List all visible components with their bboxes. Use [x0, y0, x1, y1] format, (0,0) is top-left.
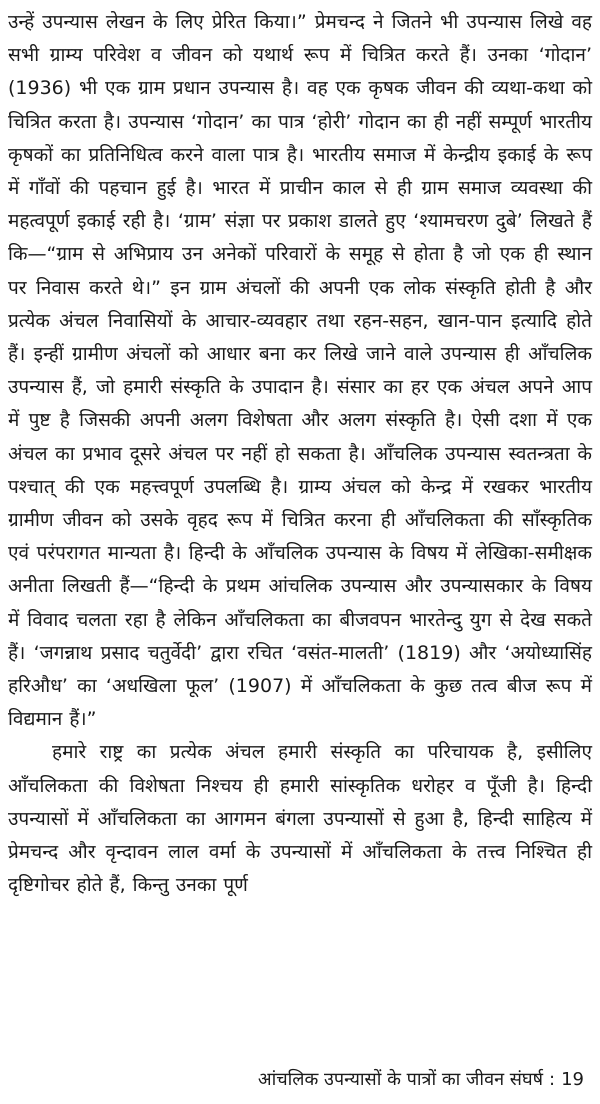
running-title: आंचलिक उपन्यासों के पात्रों का जीवन संघर्ष [257, 1069, 544, 1090]
page-number: 19 [561, 1069, 584, 1090]
page-footer [258, 1068, 584, 1092]
body-paragraph-1: उन्हें उपन्यास लेखन के लिए प्रेरित किया।” प्रेमचन्द ने जितने भी उपन्यास लिखे वह सभी ग्राम्य परिवेश व जीवन को यथार्थ रूप में चित्रित करते हैं। उनका ‘गोदान’ (1936) भी एक ग्राम प्रधान उपन्यास है। वह एक कृषक जीवन की व्यथा-कथा को चित्रित करता है। उपन्यास ‘गोदान’ का पात्र ‘होरी’ गोदान का ही नहीं सम्पूर्ण भारतीय कृषकों का प्रतिनिधित्व करने वाला पात्र है। भारतीय समाज में केन्द्रीय इकाई के रूप में गाँवों की पहचान हुई है। भारत में प्राचीन काल से ही ग्राम समाज व्यवस्था की महत्वपूर्ण इकाई रही है। ‘ग्राम’ संज्ञा पर प्रकाश डालते हुए ‘श्यामचरण दुबे’ लिखते हैं कि—“ग्राम से अभिप्राय उन अनेकों परिवारों के समूह से होता है जो एक ही स्थान पर निवास करते थे।” इन ग्राम अंचलों की अपनी एक लोक संस्कृति होती है और प्रत्येक अंचल निवासियों के आचार-व्यवहार तथा रहन-सहन, खान-पान इत्यादि होते हैं। इन्हीं ग्रामीण अंचलों को आधार बना कर लिखे जाने वाले उपन्यास ही आँचलिक उपन्यास हैं, जो हमारी संस्कृति के उपादान है। संसार का हर एक अंचल अपने आप में पुष्ट है जिसकी अपनी अलग विशेषता और अलग संस्कृति है। ऐसी दशा में एक अंचल का प्रभाव दूसरे अंचल पर नहीं हो सकता है। आँचलिक उपन्यास स्वतन्त्रता के पश्चात् की एक महत्त्वपूर्ण उपलब्धि है। ग्राम्य अंचल को केन्द्र में रखकर भारतीय ग्रामीण जीवन को उसके वृहद रूप में चित्रित करना ही आँचलिकता की साँस्कृतिक एवं परंपरागत मान्यता है। हिन्दी के आँचलिक उपन्यास के विषय में लेखिका-समीक्षक अनीता लिखती हैं—“हिन्दी के प्रथम आंचलिक उपन्यास और उपन्यासकार के विषय में विवाद चलता रहा है लेकिन आँचलिकता का बीजवपन भारतेन्दु युग से देख सकते हैं। ‘जगन्नाथ प्रसाद चतुर्वेदी’ द्वारा रचित ‘वसंत-मालती’ (1819) और ‘अयोध्यासिंह हरिऔध’ का ‘अधखिला फूल’ (1907) में आँचलिकता के कुछ तत्व बीज रूप में विद्यमान हैं।” [8, 11, 592, 731]
body-paragraph-2: हमारे राष्ट्र का प्रत्येक अंचल हमारी संस्कृति का परिचायक है, इसीलिए आँचलिकता की विशेषता निश्चय ही हमारी सांस्कृतिक धरोहर व पूँजी है। हिन्दी उपन्यासों में आँचलिकता का आगमन बंगला उपन्यासों से हुआ है, हिन्दी साहित्य में प्रेमचन्द और वृन्दावन लाल वर्मा के उपन्यासों में आँचलिकता के तत्त्व निश्चित ही दृष्टिगोचर होते हैं, किन्तु उनका पूर्ण [8, 741, 592, 897]
footer-separator: : [549, 1069, 556, 1090]
